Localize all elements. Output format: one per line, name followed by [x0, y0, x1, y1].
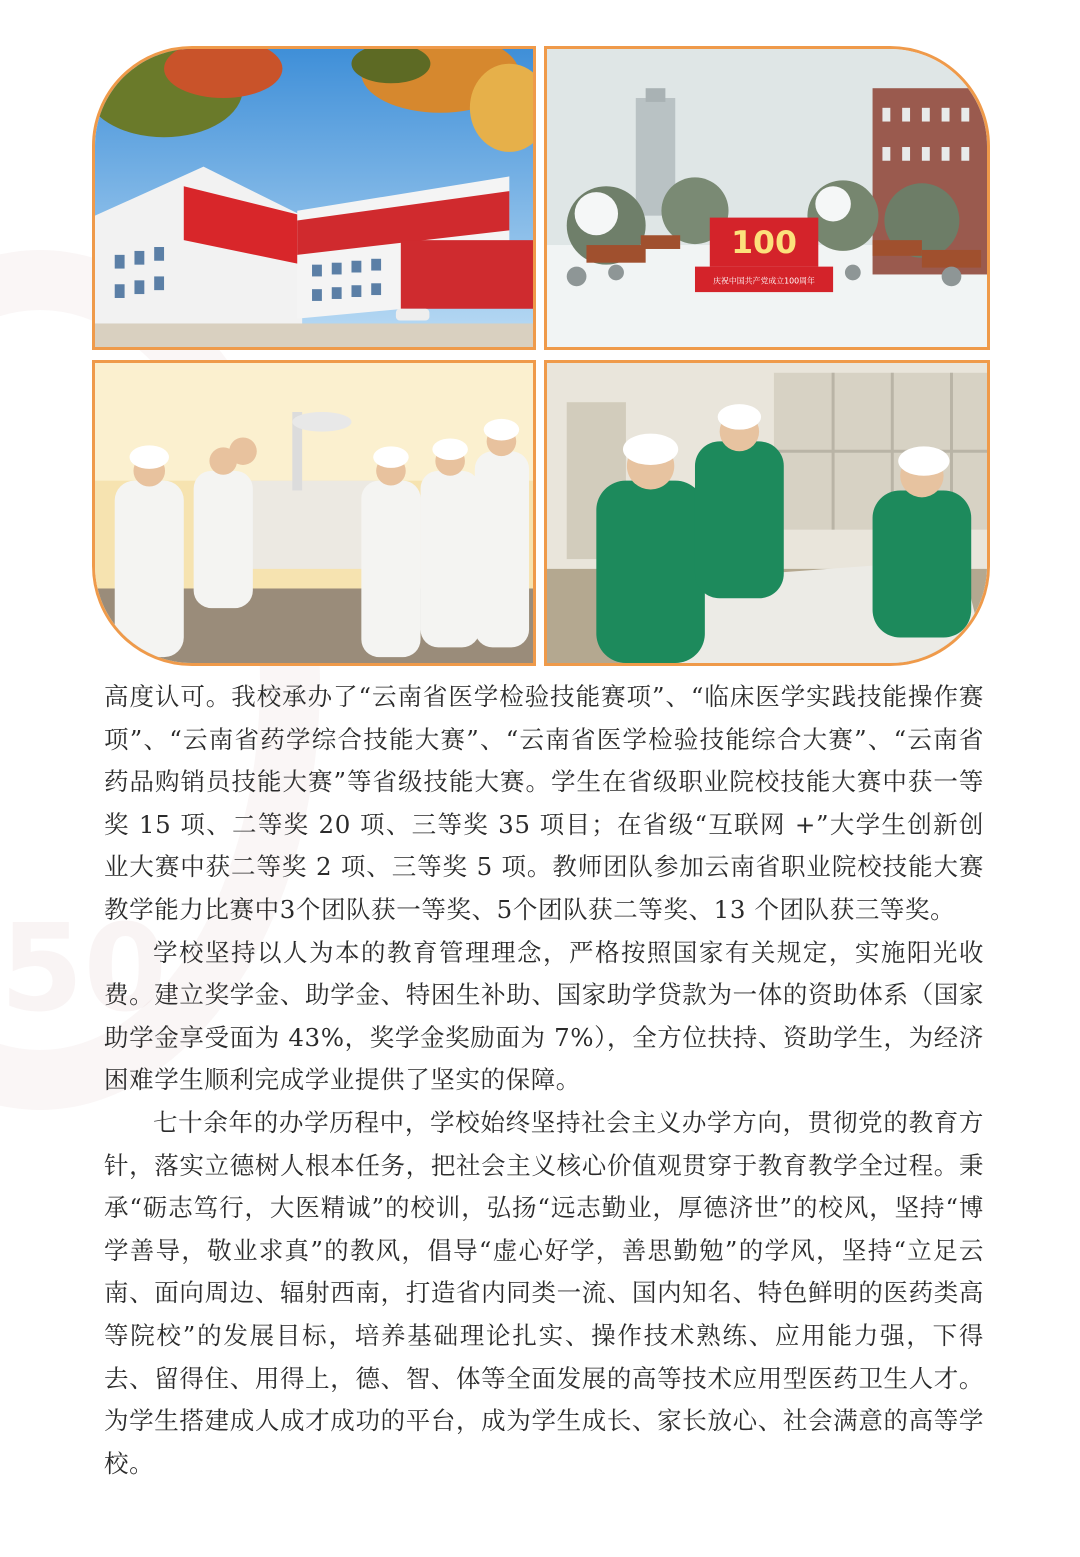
- sign-number: 100: [731, 224, 797, 261]
- article-body: [104, 676, 984, 1485]
- watermark-number: 50: [0, 900, 167, 1039]
- paragraph-financial-aid: 学校坚持以人为本的教育管理理念，严格按照国家有关规定，实施阳光收费。建立奖学金、助学金、特困生补助、国家助学贷款为一体的资助体系（国家助学金享受面为 43%，奖学金奖励面为 7%），全方位扶持、资助学生，为经济困难学生顺利完成学业提供了坚实的保障。: [104, 937, 984, 1095]
- snowy-campus-centenary-sign-photo: [544, 46, 990, 350]
- campus-building-photo: [92, 46, 536, 350]
- photo-grid: [92, 46, 990, 666]
- paragraph-school-history: 七十余年的办学历程中，学校始终坚持社会主义办学方向，贯彻党的教育方针，落实立德树人根本任务，把社会主义核心价值观贯穿于教育教学全过程。秉承“砺志笃行，大医精诚”的校训，弘扬“远志勤业，厚德济世”的校风，坚持“博学善导，敬业求真”的教风，倡导“虚心好学，善思勤勉”的学风，坚持“立足云南、面向周边、辐射西南，打造省内同类一流、国内知名、特色鲜明的医药类高等院校”的发展目标，培养基础理论扎实、操作技术熟练、应用能力强，下得去、留得住、用得上，德、智、体等全面发展的高等技术应用型医药卫生人才。为学生搭建成人成才成功的平台，成为学生成长、家长放心、社会满意的高等学校。: [104, 1107, 984, 1478]
- paragraph-awards: 高度认可。我校承办了“云南省医学检验技能赛项”、“临床医学实践技能操作赛项”、“云南省药学综合技能大赛”、“云南省医学检验技能综合大赛”、“云南省药品购销员技能大赛”等省级技能大赛。学生在省级职业院校技能大赛中获一等奖 15 项、二等奖 20 项、三等奖 35 项目；在省级“互联网 +”大学生创新创业大赛中获二等奖 2 项、三等奖 5 项。教师团队参加云南省职业院校技能大赛教学能力比赛中3个团队获一等奖、5个团队获二等奖、13 个团队获三等奖。: [104, 682, 984, 924]
- surgical-training-class-photo: [544, 360, 990, 666]
- sign-caption: 庆祝中国共产党成立100周年: [713, 276, 815, 286]
- dental-training-class-photo: [92, 360, 536, 666]
